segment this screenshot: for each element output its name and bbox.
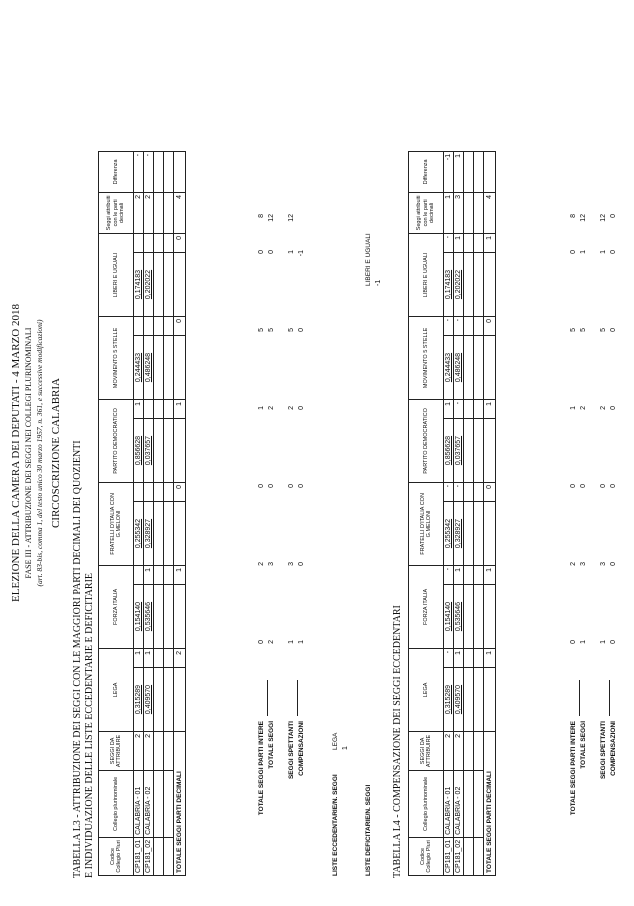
cell-differenza: - (134, 151, 144, 192)
eccedentarie-party: LEGA (332, 732, 339, 750)
l4-intere-m5s: 5 (570, 328, 577, 332)
l3-spettanti-leu: 1 (288, 250, 295, 254)
cell-lega-quoziente: 0,315289 (444, 668, 454, 732)
cell-pd-quoziente: 0,856628 (134, 419, 144, 483)
cell-lega-quoziente: 0,409570 (144, 668, 154, 732)
eccedentarie-label: LISTE ECCEDENTARIE/N. SEGGI (332, 774, 339, 876)
cell-lega-seggio: 1 (134, 648, 144, 667)
doc-header-line2: FASE III - ATTRIBUZIONE DEI SEGGI NEI COLLEGI PLURINOMINALI (24, 327, 33, 579)
cell-lega-quoziente: 0,315289 (134, 668, 144, 732)
cell-m5s-seggio (134, 316, 144, 335)
cell-pd-quoziente: 0,856628 (444, 419, 454, 483)
l4-comp-m5s: 0 (610, 328, 617, 332)
tot-fi: 1 (174, 565, 186, 584)
cell-leu-quoziente: 0,174183 (134, 253, 144, 317)
cell-fi-quoziente: 0,154140 (444, 585, 454, 649)
cell-leu-quoziente: 0,202022 (144, 253, 154, 317)
l4-spettanti-att: 12 (600, 214, 607, 222)
cell-m5s-seggio (144, 316, 154, 335)
col-m5s: MOVIMENTO 5 STELLE (99, 316, 134, 399)
cell-fi-quoziente: 0,154140 (134, 585, 144, 649)
cell-code: CP181_01 (134, 837, 144, 875)
l3-tot-intere-label: TOTALE SEGGI PARTI INTERE (258, 721, 265, 816)
l4-comp-pd: 0 (610, 406, 617, 410)
doc-header-line1: ELEZIONE DELLA CAMERA DEI DEPUTATI - 4 MARZO 2018 (10, 304, 22, 602)
table-row (144, 151, 154, 875)
tot-m5s: 0 (484, 316, 496, 335)
table-l3 (98, 151, 186, 876)
tot-att: 4 (174, 192, 186, 233)
l4-comp-fdi: 0 (610, 484, 617, 488)
l4-intere-leu: 0 (570, 250, 577, 254)
cell-pd-seggio (144, 399, 154, 418)
l4-comp-fi: 0 (610, 562, 617, 566)
col-differenza: Differenza (409, 151, 444, 192)
l4-seggi-pd: 2 (580, 406, 587, 410)
cell-pd-quoziente: 0,037657 (144, 419, 154, 483)
cell-code: CP181_01 (444, 837, 454, 875)
l4-intere-fdi: 0 (570, 484, 577, 488)
l3-comp-pd: 0 (298, 406, 305, 410)
col-forza-italia: FORZA ITALIA (409, 565, 444, 648)
l3-spettanti-fdi: 0 (288, 484, 295, 488)
cell-attribuiti: 3 (454, 192, 464, 233)
table-l3-title: TABELLA L3 - ATTRIBUZIONE DEI SEGGI CON LE MAGGIORI PARTI DECIMALI DEI QUOZIENTI (72, 440, 83, 878)
tot-lega: 1 (484, 648, 496, 667)
cell-fdi-seggio: - (454, 482, 464, 501)
tot-m5s: 0 (174, 316, 186, 335)
col-seggi-da-attribuire: SEGGI DA ATTRIBUIRE (99, 731, 134, 770)
col-fratelli: FRATELLI D'ITALIA CON G.MELONI (409, 482, 444, 565)
l3-seggi-m5s: 5 (268, 328, 275, 332)
l3-tot-seggi-label: TOTALE SEGGI (268, 721, 275, 769)
cell-collegio: CALABRIA - 02 (454, 770, 464, 837)
cell-seggi: 2 (454, 731, 464, 770)
l4-intere-fi: 2 (570, 562, 577, 566)
l4-intere-lega: 0 (570, 640, 577, 644)
col-forza-italia: FORZA ITALIA (99, 565, 134, 648)
l4-intere-att: 8 (570, 214, 577, 218)
table-l3-subtitle: E INDIVIDUAZIONE DELLE LISTE ECCEDENTARIE E DEFICITARIE (84, 572, 95, 878)
cell-fi-seggio: 1 (454, 565, 464, 584)
l3-spettanti-fi: 3 (288, 562, 295, 566)
doc-header-line3: (art. 83-bis, comma 1, del testo unico 30 marzo 1957, n. 361, e successive modificazioni) (35, 319, 44, 587)
l4-tot-intere-label: TOTALE SEGGI PARTI INTERE (570, 721, 577, 816)
cell-leu-seggio (144, 233, 154, 252)
col-leu: LIBERI E UGUALI (99, 233, 134, 316)
l3-comp-fdi: 0 (298, 484, 305, 488)
cell-m5s-quoziente: 0,244433 (444, 336, 454, 400)
l3-spettanti-m5s: 5 (288, 328, 295, 332)
l3-intere-att: 8 (258, 214, 265, 218)
tot-leu: 1 (484, 233, 496, 252)
l4-spettanti-leu: 1 (600, 250, 607, 254)
cell-fdi-quoziente: 0,328927 (144, 502, 154, 566)
l4-spettanti-lega: 1 (600, 640, 607, 644)
cell-collegio: CALABRIA - 01 (134, 770, 144, 837)
l3-intere-leu: 0 (258, 250, 265, 254)
l3-intere-fi: 2 (258, 562, 265, 566)
l4-seggi-att: 12 (580, 214, 587, 222)
tot-att: 4 (484, 192, 496, 233)
l3-comp-leu: -1 (298, 250, 305, 257)
col-codice: Codice Collegio Pluri (99, 837, 134, 875)
eccedentarie-value: 1 (342, 746, 349, 750)
col-collegio: Collegio plurinominale (409, 770, 444, 837)
tot-fdi: 0 (484, 482, 496, 501)
l3-comp-lega: 1 (298, 640, 305, 644)
cell-collegio: CALABRIA - 02 (144, 770, 154, 837)
l3-spettanti-pd: 2 (288, 406, 295, 410)
l4-seggi-fdi: 0 (580, 484, 587, 488)
col-lega: LEGA (409, 648, 444, 731)
l3-seggi-fdi: 0 (268, 484, 275, 488)
cell-leu-seggio (134, 233, 144, 252)
l4-spettanti-fdi: 0 (600, 484, 607, 488)
deficitarie-party: LIBERI E UGUALI (365, 233, 372, 286)
l4-seggi-leu: 1 (580, 250, 587, 254)
l3-intere-m5s: 5 (258, 328, 265, 332)
l4-spettanti-label: SEGGI SPETTANTI (600, 721, 607, 780)
cell-fdi-quoziente: 0,328927 (454, 502, 464, 566)
l3-intere-pd: 1 (258, 406, 265, 410)
l3-comp-m5s: 0 (298, 328, 305, 332)
tot-pd: 1 (174, 399, 186, 418)
l3-seggi-fi: 3 (268, 562, 275, 566)
deficitarie-label: LISTE DEFICITARIE/N. SEGGI (365, 784, 372, 876)
cell-fi-quoziente: 0,535646 (454, 585, 464, 649)
cell-lega-seggio: - (444, 648, 454, 667)
cell-pd-seggio: 1 (444, 399, 454, 418)
l4-compensazioni-label: COMPENSAZIONI (610, 721, 617, 776)
l3-seggi-lega: 2 (268, 640, 275, 644)
col-collegio: Collegio plurinominale (99, 770, 134, 837)
cell-code: CP181_02 (144, 837, 154, 875)
col-pd: PARTITO DEMOCRATICO (409, 399, 444, 482)
tot-leu: 0 (174, 233, 186, 252)
cell-seggi: 2 (144, 731, 154, 770)
l3-seggi-leu: 0 (268, 250, 275, 254)
cell-m5s-quoziente: 0,486248 (454, 336, 464, 400)
cell-fi-seggio (134, 565, 144, 584)
l3-seggi-pd: 2 (268, 406, 275, 410)
l4-tot-seggi-label: TOTALE SEGGI (580, 721, 587, 769)
tot-pd: 1 (484, 399, 496, 418)
cell-fdi-quoziente: 0,255342 (134, 502, 144, 566)
col-seggi-da-attribuire: SEGGI DA ATTRIBUIRE (409, 731, 444, 770)
l4-intere-pd: 1 (570, 406, 577, 410)
l4-spettanti-pd: 2 (600, 406, 607, 410)
cell-lega-seggio: 1 (454, 648, 464, 667)
l3-spettanti-att: 12 (288, 214, 295, 222)
cell-attribuiti: 2 (144, 192, 154, 233)
cell-fdi-seggio: - (444, 482, 454, 501)
totale-label: TOTALE SEGGI PARTI DECIMALI (174, 731, 186, 875)
tot-lega: 2 (174, 648, 186, 667)
l3-spettanti-lega: 1 (288, 640, 295, 644)
cell-pd-seggio: 1 (134, 399, 144, 418)
l4-seggi-fi: 3 (580, 562, 587, 566)
col-leu: LIBERI E UGUALI (409, 233, 444, 316)
cell-attribuiti: 2 (134, 192, 144, 233)
l4-comp-lega: 0 (610, 640, 617, 644)
totale-row (484, 151, 496, 875)
col-pd: PARTITO DEMOCRATICO (99, 399, 134, 482)
deficitarie-value: -1 (375, 279, 382, 286)
cell-differenza: -1 (444, 151, 454, 192)
cell-lega-seggio: 1 (144, 648, 154, 667)
l4-comp-leu: 0 (610, 250, 617, 254)
cell-m5s-quoziente: 0,244433 (134, 336, 144, 400)
l4-seggi-m5s: 5 (580, 328, 587, 332)
cell-lega-quoziente: 0,409570 (454, 668, 464, 732)
table-row (134, 151, 144, 875)
col-codice: Codice Collegio Pluri (409, 837, 444, 875)
cell-pd-seggio: - (454, 399, 464, 418)
l4-seggi-lega: 1 (580, 640, 587, 644)
tot-fdi: 0 (174, 482, 186, 501)
cell-fdi-quoziente: 0,255342 (444, 502, 454, 566)
l4-spettanti-m5s: 5 (600, 328, 607, 332)
cell-collegio: CALABRIA - 01 (444, 770, 454, 837)
circoscrizione-title: CIRCOSCRIZIONE CALABRIA (50, 377, 62, 529)
l4-spettanti-fi: 3 (600, 562, 607, 566)
table-l4-title: TABELLA L4 - COMPENSAZIONE DEI SEGGI ECCEDENTARI (392, 605, 403, 878)
cell-seggi: 2 (134, 731, 144, 770)
l3-compensazioni-label: COMPENSAZIONI (298, 721, 305, 776)
cell-code: CP181_02 (454, 837, 464, 875)
cell-fi-quoziente: 0,535646 (144, 585, 154, 649)
cell-fi-seggio: 1 (144, 565, 154, 584)
cell-fdi-seggio (134, 482, 144, 501)
cell-differenza: 1 (454, 151, 464, 192)
col-lega: LEGA (99, 648, 134, 731)
col-fratelli: FRATELLI D'ITALIA CON G.MELONI (99, 482, 134, 565)
cell-differenza: - (144, 151, 154, 192)
l3-seggi-att: 12 (268, 214, 275, 222)
cell-m5s-seggio: - (454, 316, 464, 335)
totale-row (174, 151, 186, 875)
cell-fdi-seggio (144, 482, 154, 501)
cell-leu-seggio: - (444, 233, 454, 252)
col-m5s: MOVIMENTO 5 STELLE (409, 316, 444, 399)
cell-leu-seggio: 1 (454, 233, 464, 252)
cell-fi-seggio: - (444, 565, 454, 584)
cell-attribuiti: 1 (444, 192, 454, 233)
l3-comp-fi: 0 (298, 562, 305, 566)
tot-fi: 1 (484, 565, 496, 584)
cell-seggi: 2 (444, 731, 454, 770)
l3-intere-lega: 0 (258, 640, 265, 644)
cell-pd-quoziente: 0,037657 (454, 419, 464, 483)
table-row (454, 151, 464, 875)
l3-intere-fdi: 0 (258, 484, 265, 488)
col-seggi-attribuiti: Seggi attribuiti con le parti decimali (409, 192, 444, 233)
table-l4 (408, 151, 496, 876)
cell-leu-quoziente: 0,174183 (444, 253, 454, 317)
col-differenza: Differenza (99, 151, 134, 192)
totale-label: TOTALE SEGGI PARTI DECIMALI (484, 731, 496, 875)
cell-m5s-seggio: - (444, 316, 454, 335)
col-seggi-attribuiti: Seggi attribuiti con le parti decimali (99, 192, 134, 233)
table-row (444, 151, 454, 875)
cell-m5s-quoziente: 0,486248 (144, 336, 154, 400)
cell-leu-quoziente: 0,202022 (454, 253, 464, 317)
l4-comp-att: 0 (610, 214, 617, 218)
l3-spettanti-label: SEGGI SPETTANTI (288, 721, 295, 780)
